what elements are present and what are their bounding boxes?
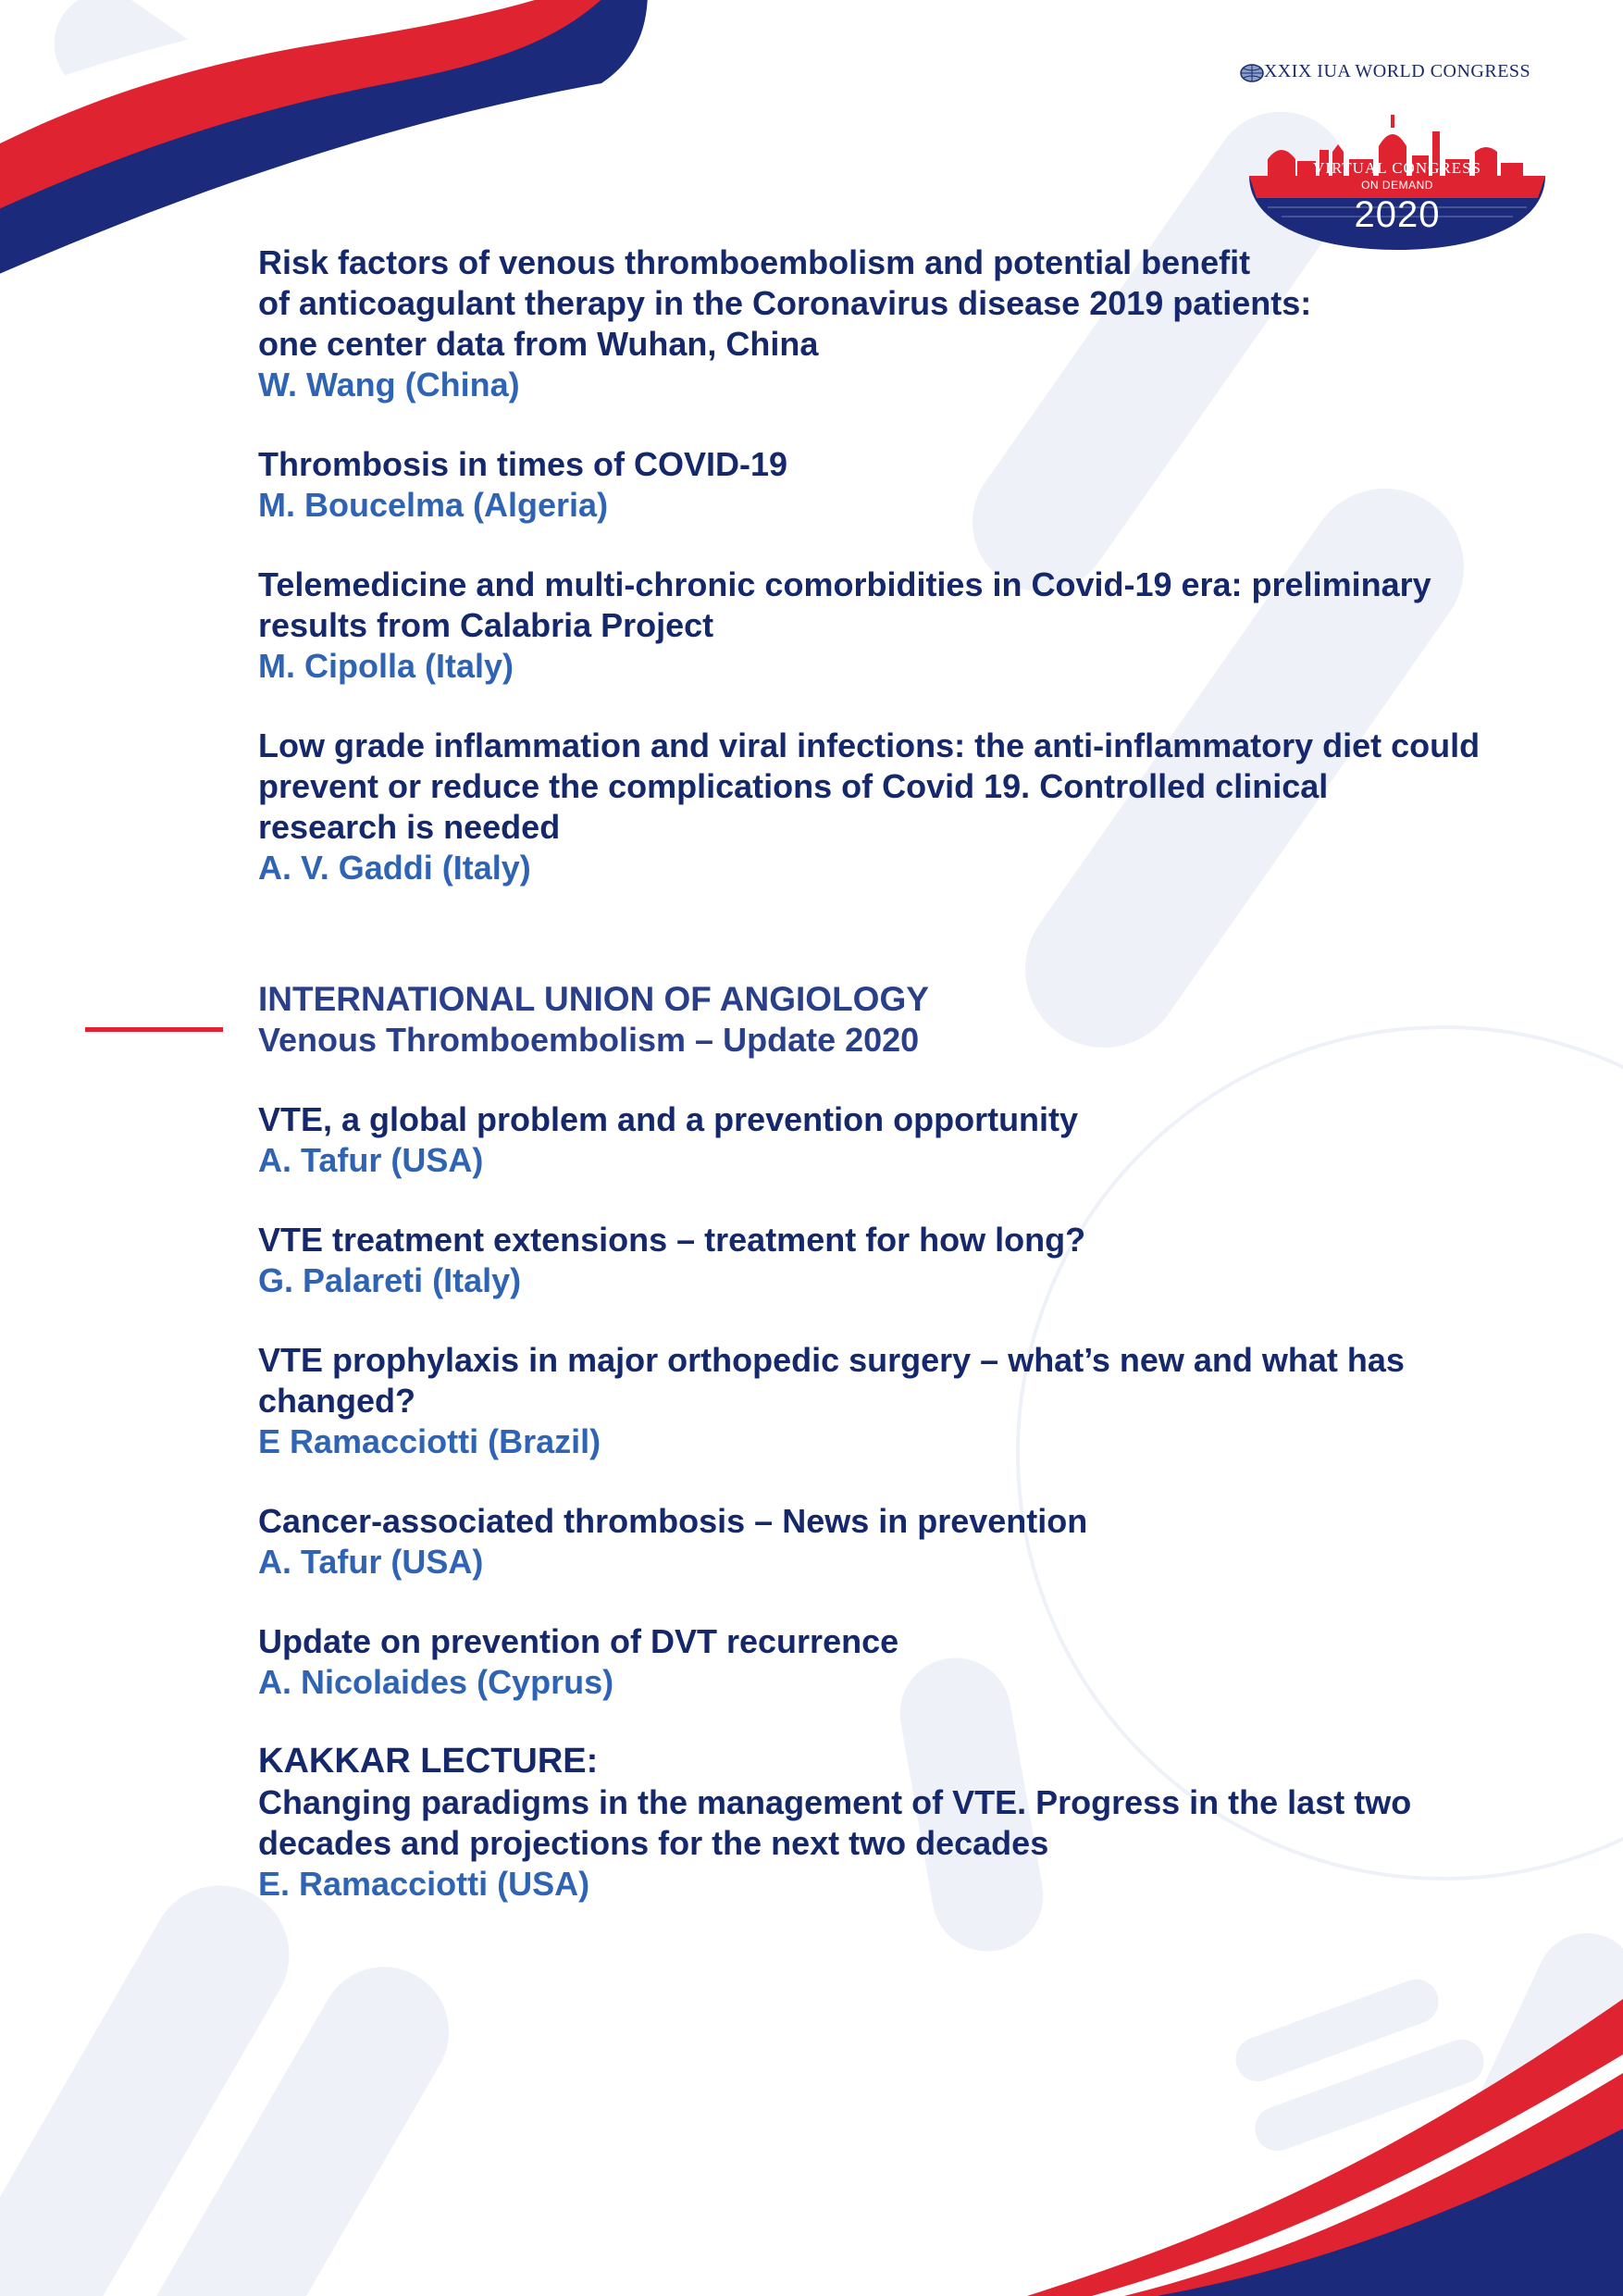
program-content	[258, 242, 1498, 1905]
section-subheading: Venous Thromboembolism – Update 2020	[258, 1021, 920, 1059]
talk-title-line: Update on prevention of DVT recurrence	[258, 1622, 899, 1660]
talk-title-line: Thrombosis in times of COVID-19	[258, 445, 788, 483]
talk-title-line: one center data from Wuhan, China	[258, 325, 819, 363]
talk-author: A. Tafur (USA)	[258, 1543, 484, 1581]
talk-title-line: VTE treatment extensions – treatment for how long?	[258, 1221, 1086, 1259]
logo-badge-line2: ON DEMAND	[1361, 179, 1433, 192]
talk-title-line: prevent or reduce the complications of Covid 19. Controlled clinical	[258, 767, 1329, 805]
talk-title-line: changed?	[258, 1382, 416, 1420]
talk-author: A. V. Gaddi (Italy)	[258, 849, 531, 887]
talk-title-line: Telemedicine and multi-chronic comorbidities in Covid-19 era: preliminary	[258, 565, 1431, 603]
talk-author: M. Boucelma (Algeria)	[258, 486, 609, 524]
section-header	[258, 979, 1498, 1061]
talk-title-line: VTE, a global problem and a prevention opportunity	[258, 1100, 1079, 1138]
talk-author: W. Wang (China)	[258, 366, 520, 403]
section-heading: INTERNATIONAL UNION OF ANGIOLOGY	[258, 980, 929, 1018]
talk-title-line: results from Calabria Project	[258, 606, 714, 644]
talk-item	[258, 1099, 1498, 1181]
talk-author: M. Cipolla (Italy)	[258, 647, 514, 685]
talk-title-line: of anticoagulant therapy in the Coronavirus disease 2019 patients:	[258, 284, 1312, 322]
talk-item	[258, 242, 1498, 405]
congress-logo	[1240, 57, 1555, 247]
lecture-heading: KAKKAR LECTURE:	[258, 1742, 599, 1781]
talk-item	[258, 1501, 1498, 1582]
talk-item	[258, 444, 1498, 526]
talk-author: A. Nicolaides (Cyprus)	[258, 1663, 614, 1701]
talk-item	[258, 565, 1498, 687]
talk-item	[258, 1220, 1498, 1301]
talk-title-line: Cancer-associated thrombosis – News in prevention	[258, 1502, 1088, 1540]
talk-title-line: research is needed	[258, 808, 561, 846]
logo-year: 2020	[1354, 194, 1441, 235]
logo-title: XXIX IUA WORLD CONGRESS	[1263, 61, 1531, 81]
lecture-item	[258, 1740, 1498, 1905]
lecture-title-line: Changing paradigms in the management of VTE. Progress in the last two	[258, 1783, 1412, 1821]
talk-author: E Ramacciotti (Brazil)	[258, 1422, 601, 1460]
talk-item	[258, 726, 1498, 888]
lecture-title-line: decades and projections for the next two decades	[258, 1824, 1049, 1862]
talk-title-line: Low grade inflammation and viral infections: the anti-inflammatory diet could	[258, 726, 1481, 764]
talk-item	[258, 1340, 1498, 1462]
talk-title-line: VTE prophylaxis in major orthopedic surgery – what’s new and what has	[258, 1341, 1405, 1379]
talk-item	[258, 1621, 1498, 1703]
talk-title-line: Risk factors of venous thromboembolism and potential benefit	[258, 243, 1251, 281]
section-red-rule	[85, 1027, 223, 1032]
talk-author: G. Palareti (Italy)	[258, 1261, 522, 1299]
talk-author: A. Tafur (USA)	[258, 1141, 484, 1179]
lecture-author: E. Ramacciotti (USA)	[258, 1865, 590, 1903]
logo-badge-line1: VIRTUAL CONGRESS	[1313, 159, 1481, 177]
